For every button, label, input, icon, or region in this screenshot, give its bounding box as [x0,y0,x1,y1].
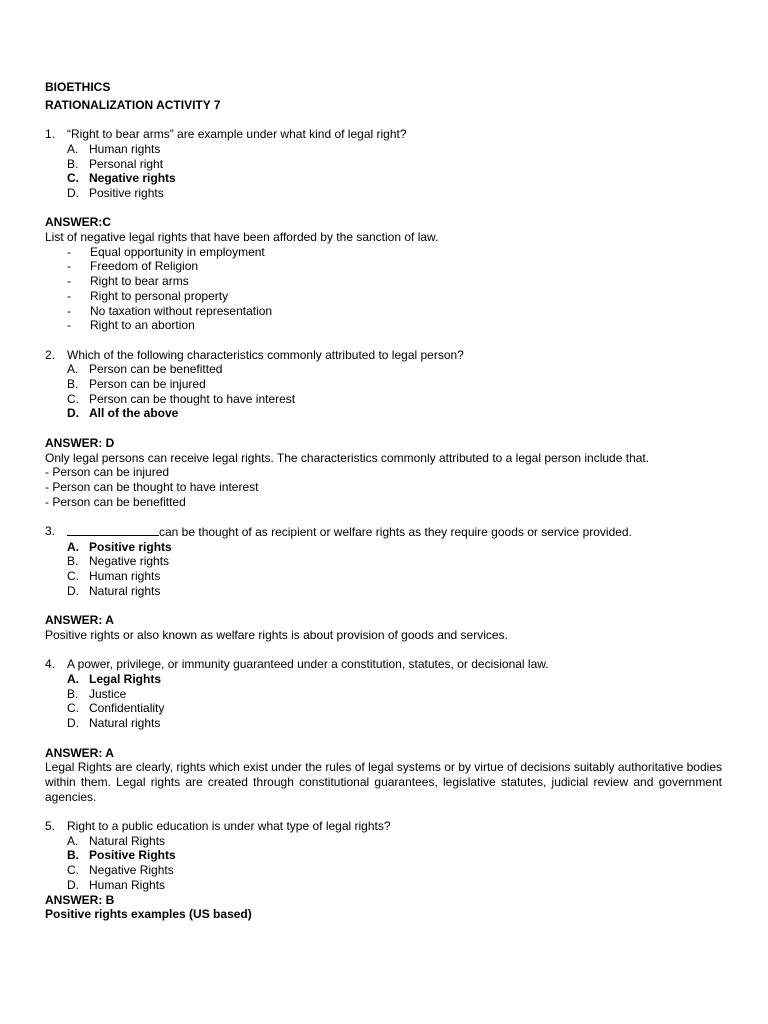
option-4d: D. Natural rights [67,716,161,731]
list-item: - Equal opportunity in employment [67,244,265,259]
question-3 [45,524,722,540]
question-5 [45,819,722,834]
explanation-3: Positive rights or also known as welfare rights is about provision of goods and services. [45,627,508,642]
document-subtitle: RATIONALIZATION ACTIVITY 7 [45,97,221,112]
option-2d-correct: D. All of the above [67,406,179,421]
option-5d: D. Human Rights [67,877,166,892]
option-4b: B. Justice [67,686,127,701]
document-body [45,80,722,922]
list-item: - Person can be benefitted [45,494,186,509]
explanation-4: Legal Rights are clearly, rights which exist under the rules of legal systems or by virtue of decisions suitably authoritative bodies within them. Legal rights are created through constitutional guarantees, legislative statutes, judicial review and government agencies. [45,760,722,804]
question-number: 2. [45,347,56,362]
list-item: - Person can be thought to have interest [45,479,259,494]
answer-2: ANSWER: D [45,435,115,450]
option-4c: C. Confidentiality [67,701,165,716]
option-1b: B. Personal right [67,156,164,171]
option-1c-correct: C. Negative rights [67,171,176,186]
answer-1: ANSWER:C [45,215,111,230]
option-3d: D. Natural rights [67,583,161,598]
explanation-2: Only legal persons can receive legal rights. The characteristics commonly attributed to a legal person include that. [45,450,650,465]
fill-in-blank [67,524,159,536]
question-text: can be thought of as recipient or welfare rights as they require goods or service provided. [159,525,632,540]
answer-4: ANSWER: A [45,745,114,760]
question-number: 1. [45,127,56,142]
option-5c: C. Negative Rights [67,863,174,878]
question-number: 4. [45,657,56,672]
option-5a: A. Natural Rights [67,833,166,848]
question-1 [45,127,722,142]
question-text: A power, privilege, or immunity guaranteed under a constitution, statutes, or decisional law. [67,657,549,672]
option-4a-correct: A. Legal Rights [67,672,162,687]
list-item: - Right to an abortion [67,318,195,333]
list-item: - Person can be injured [45,465,170,480]
option-2c: C. Person can be thought to have interest [67,391,296,406]
question-4 [45,657,722,672]
option-2a: A. Person can be benefitted [67,362,223,377]
question-2 [45,348,722,363]
list-item: - Right to personal property [67,288,229,303]
document-title: BIOETHICS [45,80,111,94]
option-3b: B. Negative rights [67,554,170,569]
answer-3: ANSWER: A [45,613,114,628]
question-text: Right to a public education is under what type of legal rights? [67,819,391,834]
list-item: - Right to bear arms [67,274,189,289]
list-item: - Freedom of Religion [67,259,199,274]
option-1a: A. Human rights [67,141,161,156]
option-1d: D. Positive rights [67,185,164,200]
section-heading: Positive rights examples (US based) [45,907,252,922]
explanation-1: List of negative legal rights that have been afforded by the sanction of law. [45,230,439,244]
question-text: “Right to bear arms” are example under what kind of legal right? [67,127,407,142]
option-2b: B. Person can be injured [67,377,206,392]
question-text: Which of the following characteristics commonly attributed to legal person? [67,347,464,362]
option-5b-correct: B. Positive Rights [67,848,176,863]
answer-5: ANSWER: B [45,892,115,907]
option-3a-correct: A. Positive rights [67,539,172,554]
question-number: 5. [45,819,56,834]
question-number: 3. [45,524,56,539]
option-3c: C. Human rights [67,569,161,584]
list-item: - No taxation without representation [67,303,273,318]
